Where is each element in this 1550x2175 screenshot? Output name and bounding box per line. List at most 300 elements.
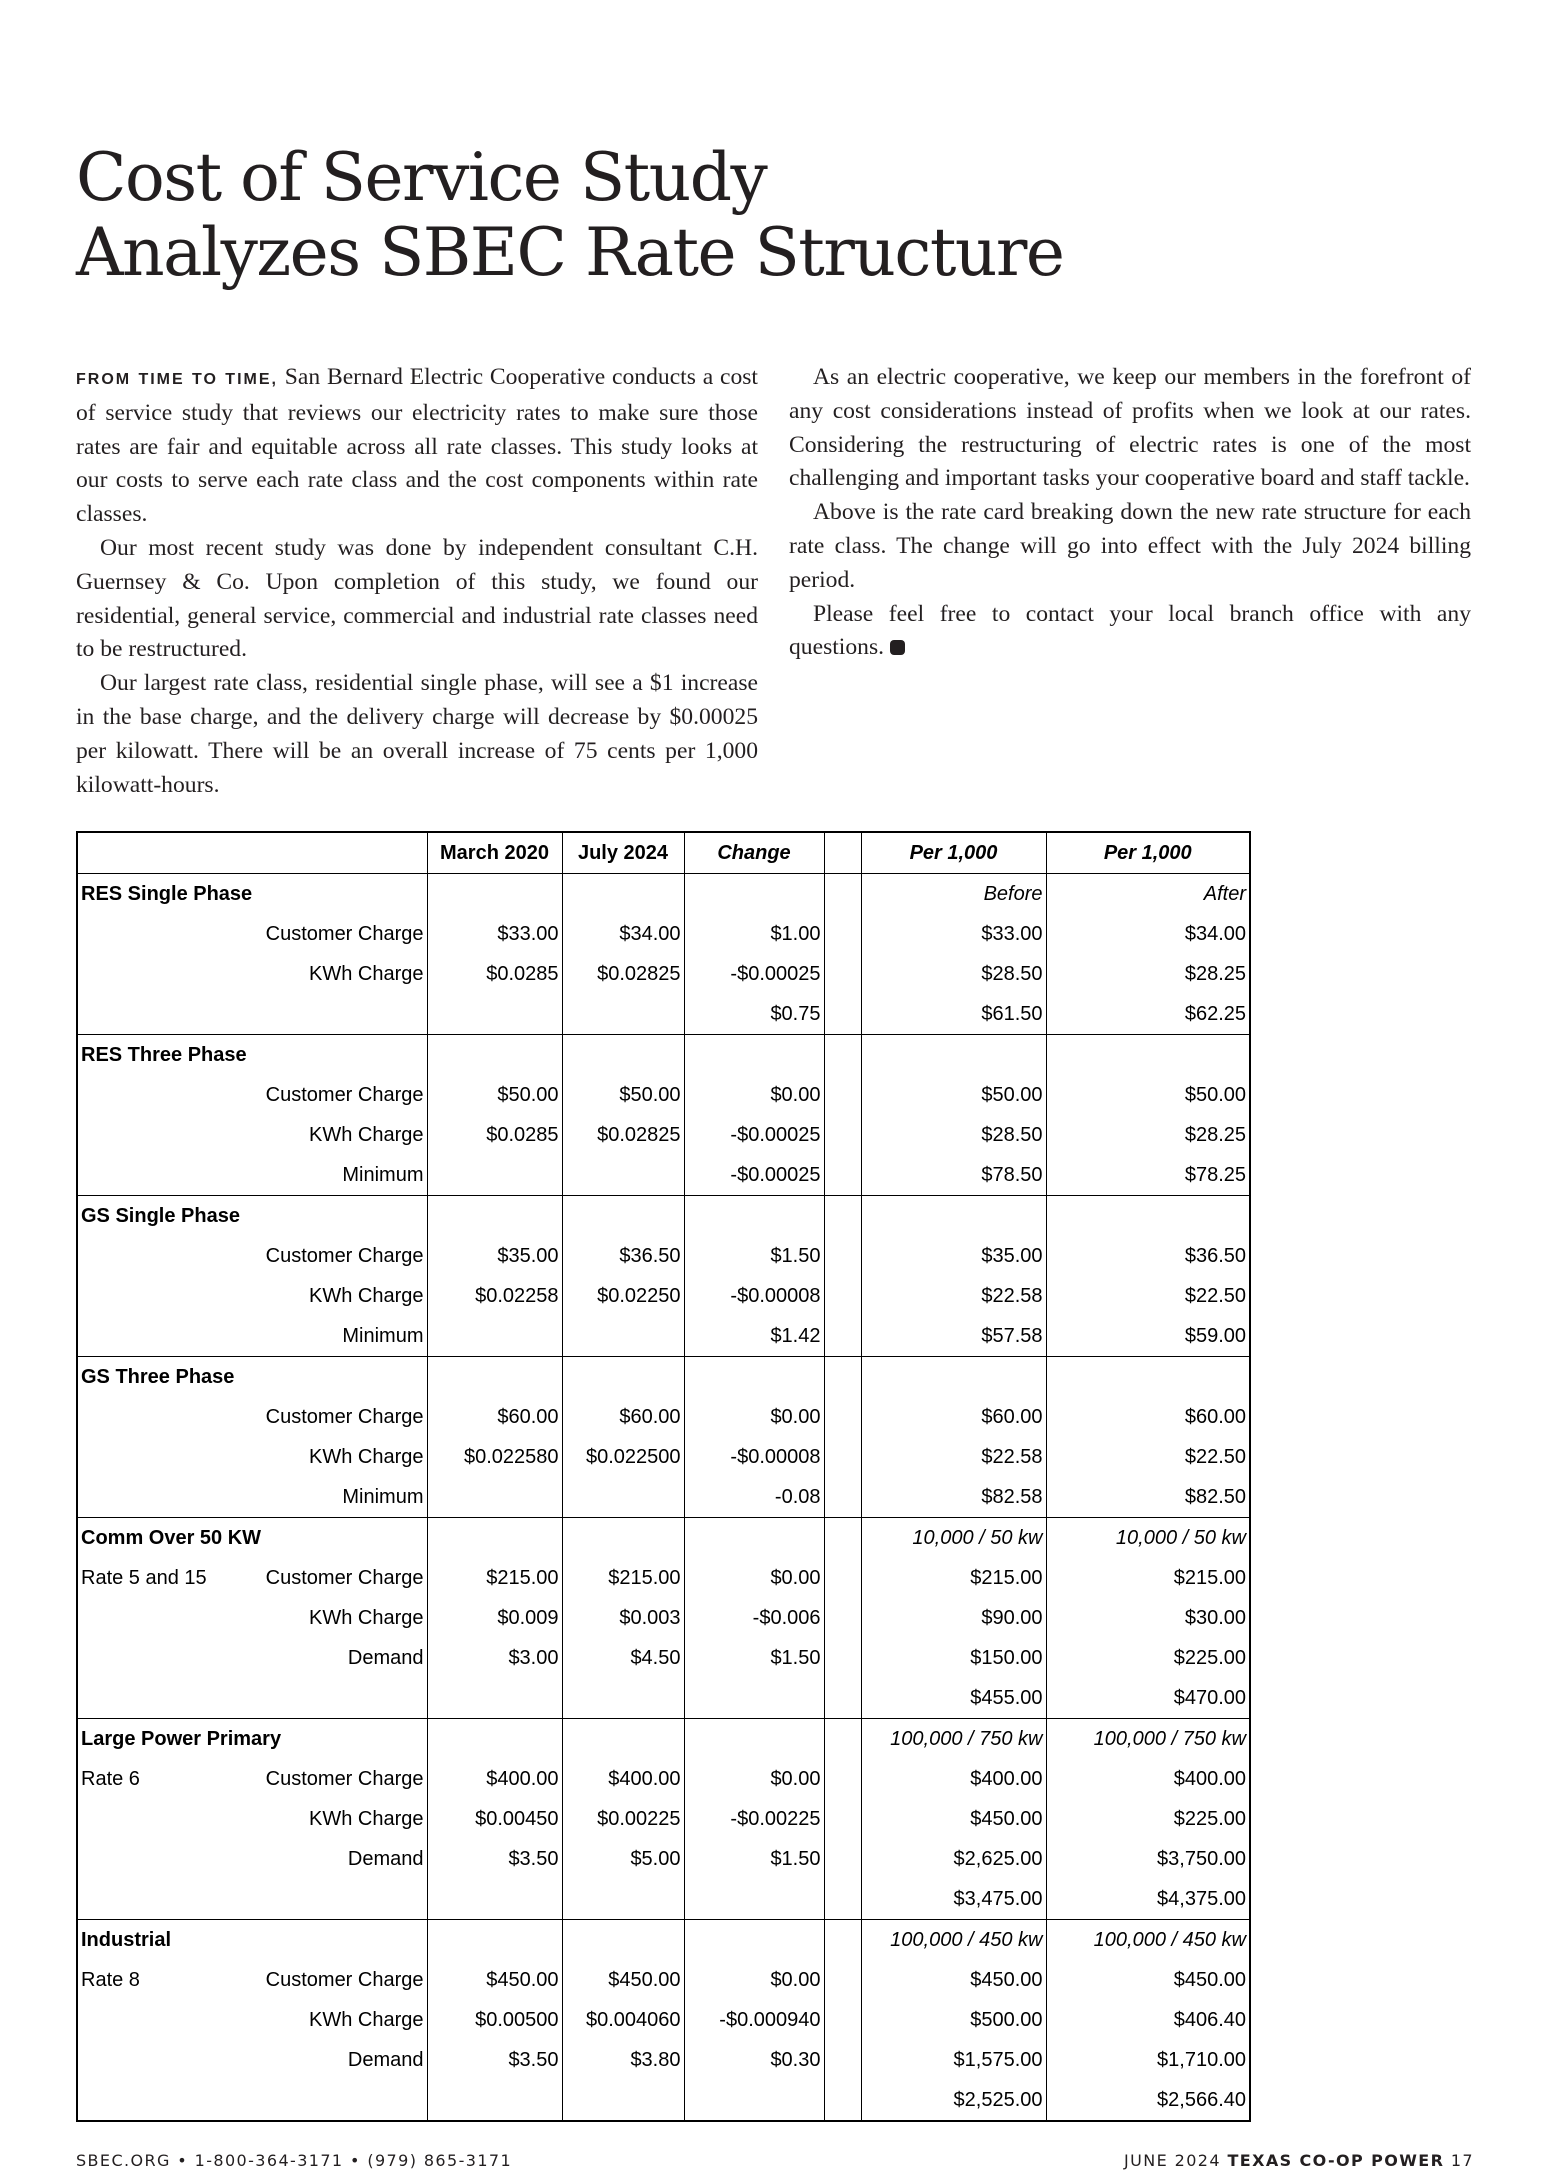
table-cell: KWh Charge [177,1598,427,1638]
rate-class-name: Large Power Primary [77,1719,427,1760]
usage-basis-before [861,1035,1046,1076]
table-cell: $22.50 [1046,1276,1250,1316]
table-cell: $60.00 [427,1397,562,1437]
table-cell [824,1518,861,1559]
rate-class-heading-row [77,1920,1250,1961]
table-cell: $3.50 [427,2040,562,2080]
table-cell [427,1920,562,1961]
table-cell: $1.50 [684,1638,824,1678]
usage-basis-before [861,1196,1046,1237]
table-cell [824,1196,861,1237]
table-cell: $0.00 [684,1558,824,1598]
table-cell [684,1518,824,1559]
usage-basis-after [1046,1196,1250,1237]
table-cell: $0.022500 [562,1437,684,1477]
table-cell [77,1115,177,1155]
table-cell [77,1477,177,1518]
table-cell: $1.50 [684,1236,824,1276]
table-cell: $22.58 [861,1276,1046,1316]
table-cell: $22.58 [861,1437,1046,1477]
table-row [77,1075,1250,1115]
table-cell [77,914,177,954]
usage-basis-after: After [1046,874,1250,915]
title-line-2: Analyzes SBEC Rate Structure [76,214,1064,291]
table-cell [562,1920,684,1961]
table-cell [824,1437,861,1477]
table-cell: $215.00 [1046,1558,1250,1598]
end-mark-icon [890,640,905,655]
table-cell: $450.00 [861,1960,1046,2000]
table-cell: $215.00 [427,1558,562,1598]
table-row [77,1316,1250,1357]
table-cell [77,1155,177,1196]
table-cell: Customer Charge [177,1558,427,1598]
table-cell [77,1075,177,1115]
usage-basis-before: Before [861,874,1046,915]
table-cell: $1.00 [684,914,824,954]
rate-class-heading-row [77,1196,1250,1237]
table-cell: $455.00 [861,1678,1046,1719]
table-cell [77,1638,177,1678]
title-line-1: Cost of Service Study [76,139,767,216]
table-cell [77,2080,177,2121]
header-july-2024: July 2024 [562,832,684,874]
table-row [77,1960,1250,2000]
table-cell: Demand [177,1839,427,1879]
table-cell: Rate 6 [77,1759,177,1799]
table-cell: $33.00 [427,914,562,954]
paragraph-2: Our most recent study was done by independent consultant C.H. Guernsey & Co. Upon completion of this study, we found our residential, general service, commercial and industrial rate classes need to be restructured. [76,534,758,663]
rate-class-heading-row [77,1518,1250,1559]
table-cell: $50.00 [1046,1075,1250,1115]
table-cell [824,1558,861,1598]
header-spacer [824,832,861,874]
table-row [77,1558,1250,1598]
paragraph-4: As an electric cooperative, we keep our members in the forefront of any cost considerations instead of profits when we look at our rates. Considering the restructuring of electric rates is one of the most challenging and important tasks your cooperative board and staff tackle. [789,364,1471,492]
header-per-1000-before: Per 1,000 [861,832,1046,874]
table-cell [684,1920,824,1961]
table-cell: $1,710.00 [1046,2040,1250,2080]
table-cell [684,1719,824,1760]
table-cell: $3.00 [427,1638,562,1678]
table-header-row [77,832,1250,874]
table-cell [824,1839,861,1879]
table-cell: KWh Charge [177,954,427,994]
usage-basis-after: 100,000 / 450 kw [1046,1920,1250,1961]
table-cell [684,1035,824,1076]
table-cell: $0.00 [684,1397,824,1437]
table-cell: $36.50 [1046,1236,1250,1276]
table-cell: $0.00 [684,1759,824,1799]
table-cell: Minimum [177,1316,427,1357]
table-cell [427,994,562,1035]
table-cell [824,874,861,915]
paragraph-1: FROM TIME TO TIME, San Bernard Electric Cooperative conducts a cost of service study that reviews our electricity rates to make sure those rates are fair and equitable across all rate classes. This study looks at our costs to serve each rate class and the cost components within rate classes. [76,364,758,528]
header-cell [77,832,177,874]
table-cell [77,1598,177,1638]
table-cell: $61.50 [861,994,1046,1035]
table-cell [77,1276,177,1316]
table-cell: Demand [177,2040,427,2080]
table-cell: $2,525.00 [861,2080,1046,2121]
header-cell [177,832,427,874]
table-cell: $78.25 [1046,1155,1250,1196]
table-cell: $5.00 [562,1839,684,1879]
table-cell: $57.58 [861,1316,1046,1357]
table-cell: $450.00 [861,1799,1046,1839]
table-cell: KWh Charge [177,1115,427,1155]
table-cell [824,2040,861,2080]
table-cell [177,1678,427,1719]
table-cell [562,1879,684,1920]
table-cell: Customer Charge [177,1759,427,1799]
table-cell [824,1316,861,1357]
table-cell [562,1357,684,1398]
rate-table [76,831,1251,2122]
table-row [77,1638,1250,1678]
table-cell [427,1196,562,1237]
table-cell: KWh Charge [177,1799,427,1839]
table-cell: $0.003 [562,1598,684,1638]
table-cell: $2,625.00 [861,1839,1046,1879]
table-cell: $2,566.40 [1046,2080,1250,2121]
table-cell [562,1316,684,1357]
table-cell: $3.80 [562,2040,684,2080]
table-cell [427,1518,562,1559]
table-cell: $30.00 [1046,1598,1250,1638]
table-cell [824,1678,861,1719]
table-cell: $33.00 [861,914,1046,954]
table-cell: -$0.00008 [684,1276,824,1316]
table-cell [824,1276,861,1316]
table-cell [824,1960,861,2000]
table-cell: $62.25 [1046,994,1250,1035]
table-row [77,1678,1250,1719]
table-cell: $450.00 [1046,1960,1250,2000]
table-cell: $34.00 [562,914,684,954]
header-change: Change [684,832,824,874]
rate-class-heading-row [77,1035,1250,1076]
table-cell: $0.02250 [562,1276,684,1316]
table-cell [427,1879,562,1920]
table-cell: $0.00450 [427,1799,562,1839]
table-cell: -$0.00025 [684,1155,824,1196]
paragraph-5: Above is the rate card breaking down the new rate structure for each rate class. The change will go into effect with the July 2024 billing period. [789,499,1471,593]
table-cell: $0.02258 [427,1276,562,1316]
paragraph-6: Please feel free to contact your local branch office with any questions. [789,600,1471,661]
footer-date: JUNE 2024 [1124,2151,1221,2170]
table-cell [684,1196,824,1237]
table-cell: KWh Charge [177,1276,427,1316]
table-cell: -$0.006 [684,1598,824,1638]
table-cell: $22.50 [1046,1437,1250,1477]
table-cell [427,1316,562,1357]
table-row [77,1437,1250,1477]
footer-publication [1124,2151,1474,2170]
table-row [77,1477,1250,1518]
table-cell: $0.75 [684,994,824,1035]
table-row [77,1799,1250,1839]
paragraph-3: Our largest rate class, residential single phase, will see a $1 increase in the base charge, and the delivery charge will decrease by $0.00025 per kilowatt. There will be an overall increase of 75 cents per 1,000 kilowatt-hours. [76,670,758,798]
table-cell: $1.50 [684,1839,824,1879]
table-cell [77,2000,177,2040]
table-cell [77,1236,177,1276]
table-cell: $60.00 [861,1397,1046,1437]
table-cell: $82.50 [1046,1477,1250,1518]
table-cell [77,1678,177,1719]
rate-class-group [77,1920,1250,2122]
table-cell: $28.50 [861,954,1046,994]
table-cell [824,2000,861,2040]
table-cell [562,1155,684,1196]
table-cell [824,1357,861,1398]
usage-basis-before [861,1357,1046,1398]
table-cell [77,1879,177,1920]
table-cell: $400.00 [562,1759,684,1799]
table-cell: -$0.00225 [684,1799,824,1839]
table-cell: $450.00 [562,1960,684,2000]
table-row [77,1759,1250,1799]
table-cell [177,1879,427,1920]
table-cell: $90.00 [861,1598,1046,1638]
table-cell: $50.00 [427,1075,562,1115]
rate-class-group [77,1035,1250,1196]
table-cell: $82.58 [861,1477,1046,1518]
table-cell: $0.02825 [562,954,684,994]
table-row [77,2040,1250,2080]
table-cell [824,1759,861,1799]
table-cell: -0.08 [684,1477,824,1518]
table-cell [684,1357,824,1398]
table-cell: $150.00 [861,1638,1046,1678]
table-row [77,954,1250,994]
table-cell [427,1035,562,1076]
rate-class-name: RES Three Phase [77,1035,427,1076]
table-cell [562,1196,684,1237]
rate-class-group [77,1518,1250,1719]
table-cell [77,1397,177,1437]
table-cell [824,1075,861,1115]
rate-class-name: Comm Over 50 KW [77,1518,427,1559]
table-cell [427,2080,562,2121]
table-row [77,914,1250,954]
table-cell: KWh Charge [177,1437,427,1477]
table-cell: $0.0285 [427,1115,562,1155]
table-cell: $0.022580 [427,1437,562,1477]
table-cell: $225.00 [1046,1799,1250,1839]
table-row [77,2000,1250,2040]
table-cell [77,1839,177,1879]
table-cell: $3,475.00 [861,1879,1046,1920]
table-cell: Rate 8 [77,1960,177,2000]
rate-class-name: GS Three Phase [77,1357,427,1398]
article-column-left [76,361,758,802]
table-cell [77,1799,177,1839]
table-cell [77,954,177,994]
table-cell: $0.009 [427,1598,562,1638]
table-cell: Minimum [177,1155,427,1196]
table-cell [684,1678,824,1719]
usage-basis-before: 10,000 / 50 kw [861,1518,1046,1559]
table-cell: $36.50 [562,1236,684,1276]
table-cell [824,2080,861,2121]
table-cell: -$0.000940 [684,2000,824,2040]
table-row [77,2080,1250,2121]
table-cell: $34.00 [1046,914,1250,954]
table-cell: KWh Charge [177,2000,427,2040]
rate-class-heading-row [77,1357,1250,1398]
table-cell [684,2080,824,2121]
table-cell [427,1155,562,1196]
table-cell [562,1518,684,1559]
table-cell [824,1477,861,1518]
table-cell [77,2040,177,2080]
table-cell [824,914,861,954]
rate-class-group [77,1719,1250,1920]
table-cell [427,1719,562,1760]
rate-class-name: Industrial [77,1920,427,1961]
rate-class-name: RES Single Phase [77,874,427,915]
table-cell [824,1155,861,1196]
table-cell [824,1719,861,1760]
table-cell: $400.00 [861,1759,1046,1799]
table-cell [684,874,824,915]
table-cell: $60.00 [562,1397,684,1437]
table-cell: $28.25 [1046,1115,1250,1155]
table-cell: $400.00 [1046,1759,1250,1799]
table-cell: $59.00 [1046,1316,1250,1357]
usage-basis-after: 100,000 / 750 kw [1046,1719,1250,1760]
table-cell: $0.02825 [562,1115,684,1155]
rate-class-group [77,874,1250,1035]
table-cell [824,994,861,1035]
table-row [77,1276,1250,1316]
table-cell [824,1035,861,1076]
table-cell [177,2080,427,2121]
lead-in: FROM TIME TO TIME, [76,371,278,388]
table-cell: $0.004060 [562,2000,684,2040]
table-cell: $3.50 [427,1839,562,1879]
table-cell: $28.50 [861,1115,1046,1155]
table-cell: -$0.00008 [684,1437,824,1477]
table-cell: $35.00 [861,1236,1046,1276]
table-cell: $0.00225 [562,1799,684,1839]
table-row [77,994,1250,1035]
table-cell: $60.00 [1046,1397,1250,1437]
footer-publication-name: TEXAS CO-OP POWER [1227,2151,1445,2170]
table-cell [427,1477,562,1518]
table-cell: $0.0285 [427,954,562,994]
table-cell: $400.00 [427,1759,562,1799]
table-cell: Customer Charge [177,1075,427,1115]
table-row [77,1839,1250,1879]
table-cell: $500.00 [861,2000,1046,2040]
table-cell: $215.00 [562,1558,684,1598]
table-cell: $28.25 [1046,954,1250,994]
page-number: 17 [1450,2151,1474,2170]
table-cell [562,1678,684,1719]
table-cell: Rate 5 and 15 [77,1558,177,1598]
table-cell [824,1598,861,1638]
table-cell: $0.00 [684,1075,824,1115]
table-cell [824,1799,861,1839]
usage-basis-after [1046,1357,1250,1398]
table-cell: -$0.00025 [684,1115,824,1155]
table-cell: Demand [177,1638,427,1678]
usage-basis-after: 10,000 / 50 kw [1046,1518,1250,1559]
table-cell: Customer Charge [177,914,427,954]
table-cell: $35.00 [427,1236,562,1276]
table-cell: $4,375.00 [1046,1879,1250,1920]
table-cell: $0.00 [684,1960,824,2000]
table-cell [824,954,861,994]
header-per-1000-after: Per 1,000 [1046,832,1250,874]
table-cell: $3,750.00 [1046,1839,1250,1879]
table-cell [562,1719,684,1760]
table-cell [684,1879,824,1920]
usage-basis-before: 100,000 / 750 kw [861,1719,1046,1760]
table-cell: $0.00500 [427,2000,562,2040]
table-cell [562,994,684,1035]
table-cell [562,874,684,915]
table-cell: $78.50 [861,1155,1046,1196]
table-cell [77,1316,177,1357]
table-cell [562,2080,684,2121]
table-cell: $215.00 [861,1558,1046,1598]
table-cell: $406.40 [1046,2000,1250,2040]
rate-class-group [77,1196,1250,1357]
article-title [76,140,1063,290]
table-cell: $225.00 [1046,1638,1250,1678]
table-cell [824,1920,861,1961]
table-row [77,1115,1250,1155]
usage-basis-before: 100,000 / 450 kw [861,1920,1046,1961]
table-cell: $1,575.00 [861,2040,1046,2080]
table-cell [77,1437,177,1477]
rate-class-name: GS Single Phase [77,1196,427,1237]
table-row [77,1598,1250,1638]
table-cell [427,1357,562,1398]
table-cell: Customer Charge [177,1236,427,1276]
table-cell: Customer Charge [177,1397,427,1437]
table-cell [824,1638,861,1678]
table-cell [824,1115,861,1155]
table-row [77,1879,1250,1920]
table-cell: $1.42 [684,1316,824,1357]
table-cell [562,1477,684,1518]
footer-contact: SBEC.ORG • 1-800-364-3171 • (979) 865-3171 [76,2151,513,2170]
table-row [77,1236,1250,1276]
header-march-2020: March 2020 [427,832,562,874]
table-row [77,1397,1250,1437]
table-cell [824,1397,861,1437]
rate-class-heading-row [77,1719,1250,1760]
table-cell: $470.00 [1046,1678,1250,1719]
table-cell: $50.00 [562,1075,684,1115]
table-cell: Customer Charge [177,1960,427,2000]
table-row [77,1155,1250,1196]
table-cell [427,1678,562,1719]
article-column-right [789,361,1471,665]
table-cell [77,994,177,1035]
table-cell: Minimum [177,1477,427,1518]
table-cell [427,874,562,915]
usage-basis-after [1046,1035,1250,1076]
table-cell [824,1879,861,1920]
rate-class-group [77,1357,1250,1518]
table-cell: $450.00 [427,1960,562,2000]
rate-class-heading-row [77,874,1250,915]
